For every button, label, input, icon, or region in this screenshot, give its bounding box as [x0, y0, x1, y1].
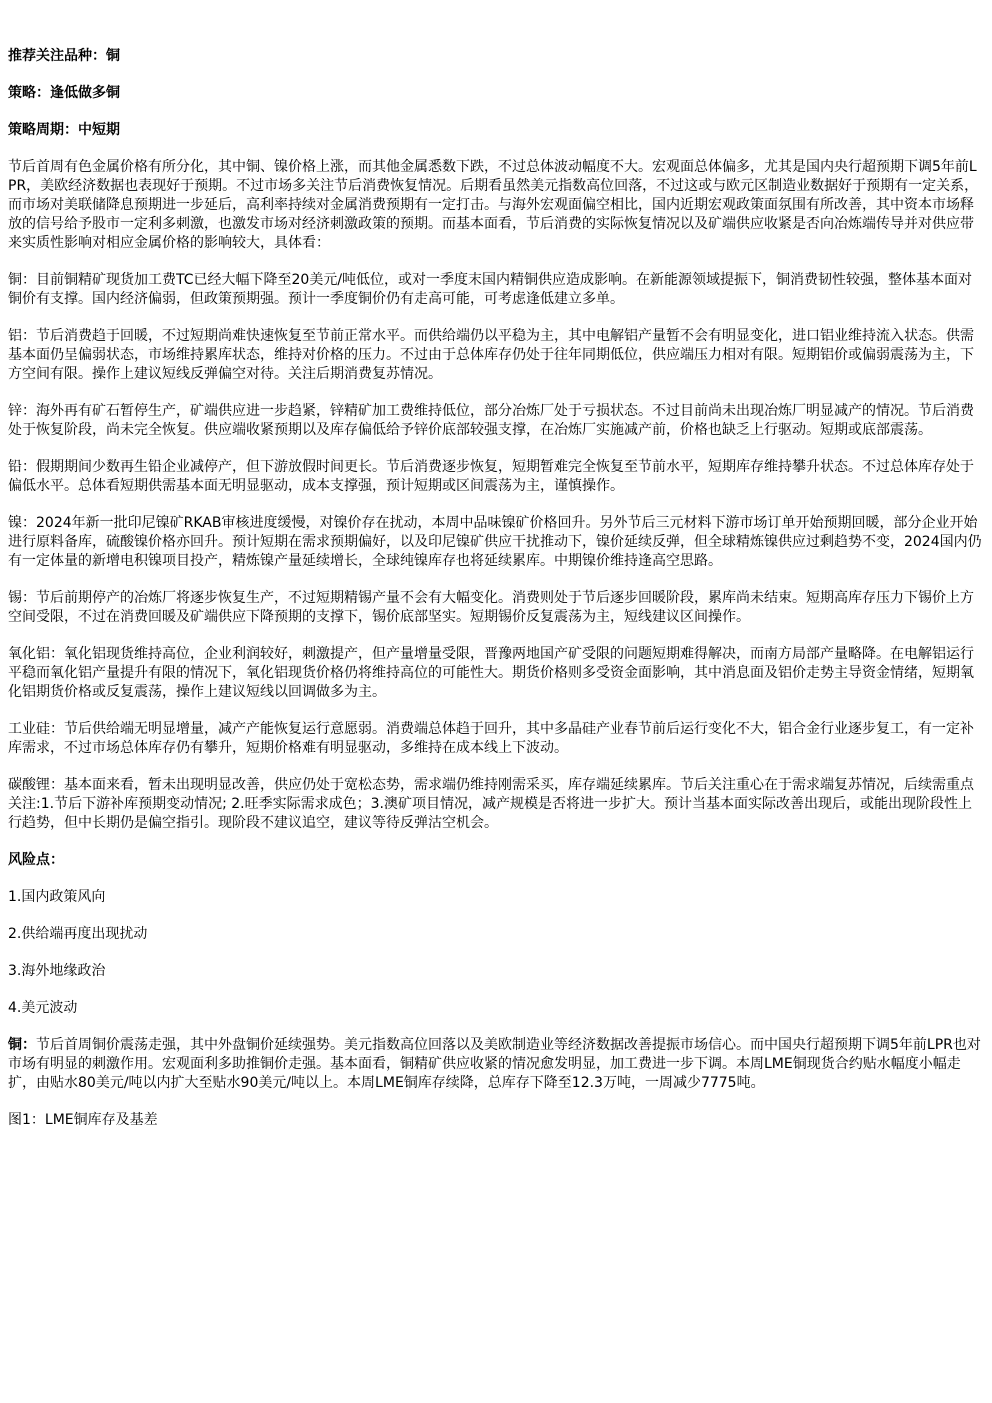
metal-paragraph-copper: 铜：目前铜精矿现货加工费TC已经大幅下降至20美元/吨低位，或对一季度末国内精铜供应造成影响。在新能源领域提振下，铜消费韧性较强，整体基本面对铜价有支撑。国内经济偏弱，但政策预期强。预计一季度铜价仍有走高可能，可考虑逢低建立多单。: [8, 272, 973, 307]
risk-heading: 风险点：: [8, 852, 64, 868]
metal-paragraph-tin: 锡：节后前期停产的冶炼厂将逐步恢复生产，不过短期精锡产量不会有大幅变化。消费则处于节后逐步回暖阶段，累库尚未结束。短期高库存压力下锡价上方空间受限，不过在消费回暖及矿端供应下降预期的支撑下，锡价底部坚实。短期锡价反复震荡为主，短线建议区间操作。: [8, 590, 974, 625]
copper-analysis-text: 节后首周铜价震荡走强，其中外盘铜价延续强势。美元指数高位回落以及美欧制造业等经济数据改善提振市场信心。而中国央行超预期下调5年前LPR也对市场有明显的刺激作用。宏观面利多助推铜价走强。基本面看，铜精矿供应收紧的情况愈发明显，加工费进一步下调。本周LME铜现货合约贴水幅度小幅走扩，由贴水80美元/吨以内扩大至贴水90美元/吨以上。本周LME铜库存续降，总库存下降至12.3万吨，一周减少7775吨。: [8, 1037, 981, 1091]
metal-paragraph-zinc: 锌：海外再有矿石暂停生产，矿端供应进一步趋紧，锌精矿加工费维持低位，部分冶炼厂处于亏损状态。不过目前尚未出现冶炼厂明显减产的情况。节后消费处于恢复阶段，尚未完全恢复。供应端收紧预期以及库存偏低给予锌价底部较强支撑，在冶炼厂实施减产前，价格也缺乏上行驱动。短期或底部震荡。: [8, 403, 974, 438]
copper-analysis-paragraph: [8, 1036, 982, 1093]
metal-paragraph-alumina: 氧化铝：氧化铝现货维持高位，企业利润较好，刺激提产，但产量增量受限，晋豫两地国产矿受限的问题短期难得解决，而南方局部产量略降。在电解铝运行平稳而氧化铝产量提升有限的情况下，氧化铝现货价格仍将维持高位的可能性大。期货价格则多受资金面影响，其中消息面及铝价走势主导资金情绪，短期氧化铝期货价格或反复震荡，操作上建议短线以回调做多为主。: [8, 646, 974, 700]
period-heading: 策略周期：中短期: [8, 122, 120, 138]
metal-paragraph-nickel: 镍：2024年新一批印尼镍矿RKAB审核进度缓慢，对镍价存在扰动，本周中品味镍矿价格回升。另外节后三元材料下游市场订单开始预期回暖，部分企业开始进行原料备库，硫酸镍价格亦回升。预计短期在需求预期偏好，以及印尼镍矿供应干扰推动下，镍价延续反弹，但全球精炼镍供应过剩趋势不变，2024国内仍有一定体量的新增电积镍项目投产，精炼镍产量延续增长，全球纯镍库存也将延续累库。中期镍价维持逢高空思路。: [8, 515, 982, 569]
figure-caption: 图1：LME铜库存及基差: [8, 1112, 158, 1128]
risk-item: 4.美元波动: [8, 1000, 78, 1016]
metal-paragraph-aluminum: 铝：节后消费趋于回暖，不过短期尚难快速恢复至节前正常水平。而供给端仍以平稳为主，其中电解铝产量暂不会有明显变化，进口铝业维持流入状态。供需基本面仍呈偏弱状态，市场维持累库状态，维持对价格的压力。不过由于总体库存仍处于往年同期低位，供应端压力相对有限。短期铝价或偏弱震荡为主，下方空间有限。操作上建议短线反弹偏空对待。关注后期消费复苏情况。: [8, 328, 974, 382]
risk-item: 1.国内政策风向: [8, 889, 106, 905]
metal-paragraph-silicon: 工业硅：节后供给端无明显增量，减产产能恢复运行意愿弱。消费端总体趋于回升，其中多晶硅产业春节前后运行变化不大，铝合金行业逐步复工，有一定补库需求，不过市场总体库存仍有攀升，短期价格难有明显驱动，多维持在成本线上下波动。: [8, 721, 974, 756]
risk-item: 2.供给端再度出现扰动: [8, 926, 148, 942]
metal-paragraph-lithium: 碳酸锂：基本面来看，暂未出现明显改善，供应仍处于宽松态势，需求端仍维持刚需采买，库存端延续累库。节后关注重心在于需求端复苏情况，后续需重点关注:1.节后下游补库预期变动情况; 2.旺季实际需求成色；3.澳矿项目情况，减产规模是否将进一步扩大。预计当基本面实际改善出现后，或能出现阶段性上行趋势，但中长期仍是偏空指引。现阶段不建议追空，建议等待反弹沽空机会。: [8, 777, 974, 831]
risk-item: 3.海外地缘政治: [8, 963, 106, 979]
document-body: [8, 47, 982, 1130]
intro-paragraph: 节后首周有色金属价格有所分化，其中铜、镍价格上涨，而其他金属悉数下跌，不过总体波动幅度不大。宏观面总体偏多，尤其是国内央行超预期下调5年前LPR，美欧经济数据也表现好于预期。不过市场多关注节后消费恢复情况。后期看虽然美元指数高位回落，不过这或与欧元区制造业数据好于预期有一定关系，而市场对美联储降息预期进一步延后，高利率持续对金属消费预期有一定打击。与海外宏观面偏空相比，国内近期宏观政策面氛围有所改善，其中资本市场释放的信号给予股市一定利多刺激，也激发市场对经济刺激政策的预期。而基本面看，节后消费的实际恢复情况以及矿端供应收紧是否向冶炼端传导并对供应带来实质性影响对相应金属价格的影响较大，具体看：: [8, 159, 979, 251]
metal-paragraph-lead: 铅：假期期间少数再生铅企业减停产，但下游放假时间更长。节后消费逐步恢复，短期暂难完全恢复至节前水平，短期库存维持攀升状态。不过总体库存处于偏低水平。总体看短期供需基本面无明显驱动，成本支撑强，预计短期或区间震荡为主，谨慎操作。: [8, 459, 974, 494]
copper-lead-label: 铜：: [8, 1037, 36, 1053]
recommend-heading: 推荐关注品种：铜: [8, 48, 120, 64]
strategy-heading: 策略：逢低做多铜: [8, 85, 120, 101]
